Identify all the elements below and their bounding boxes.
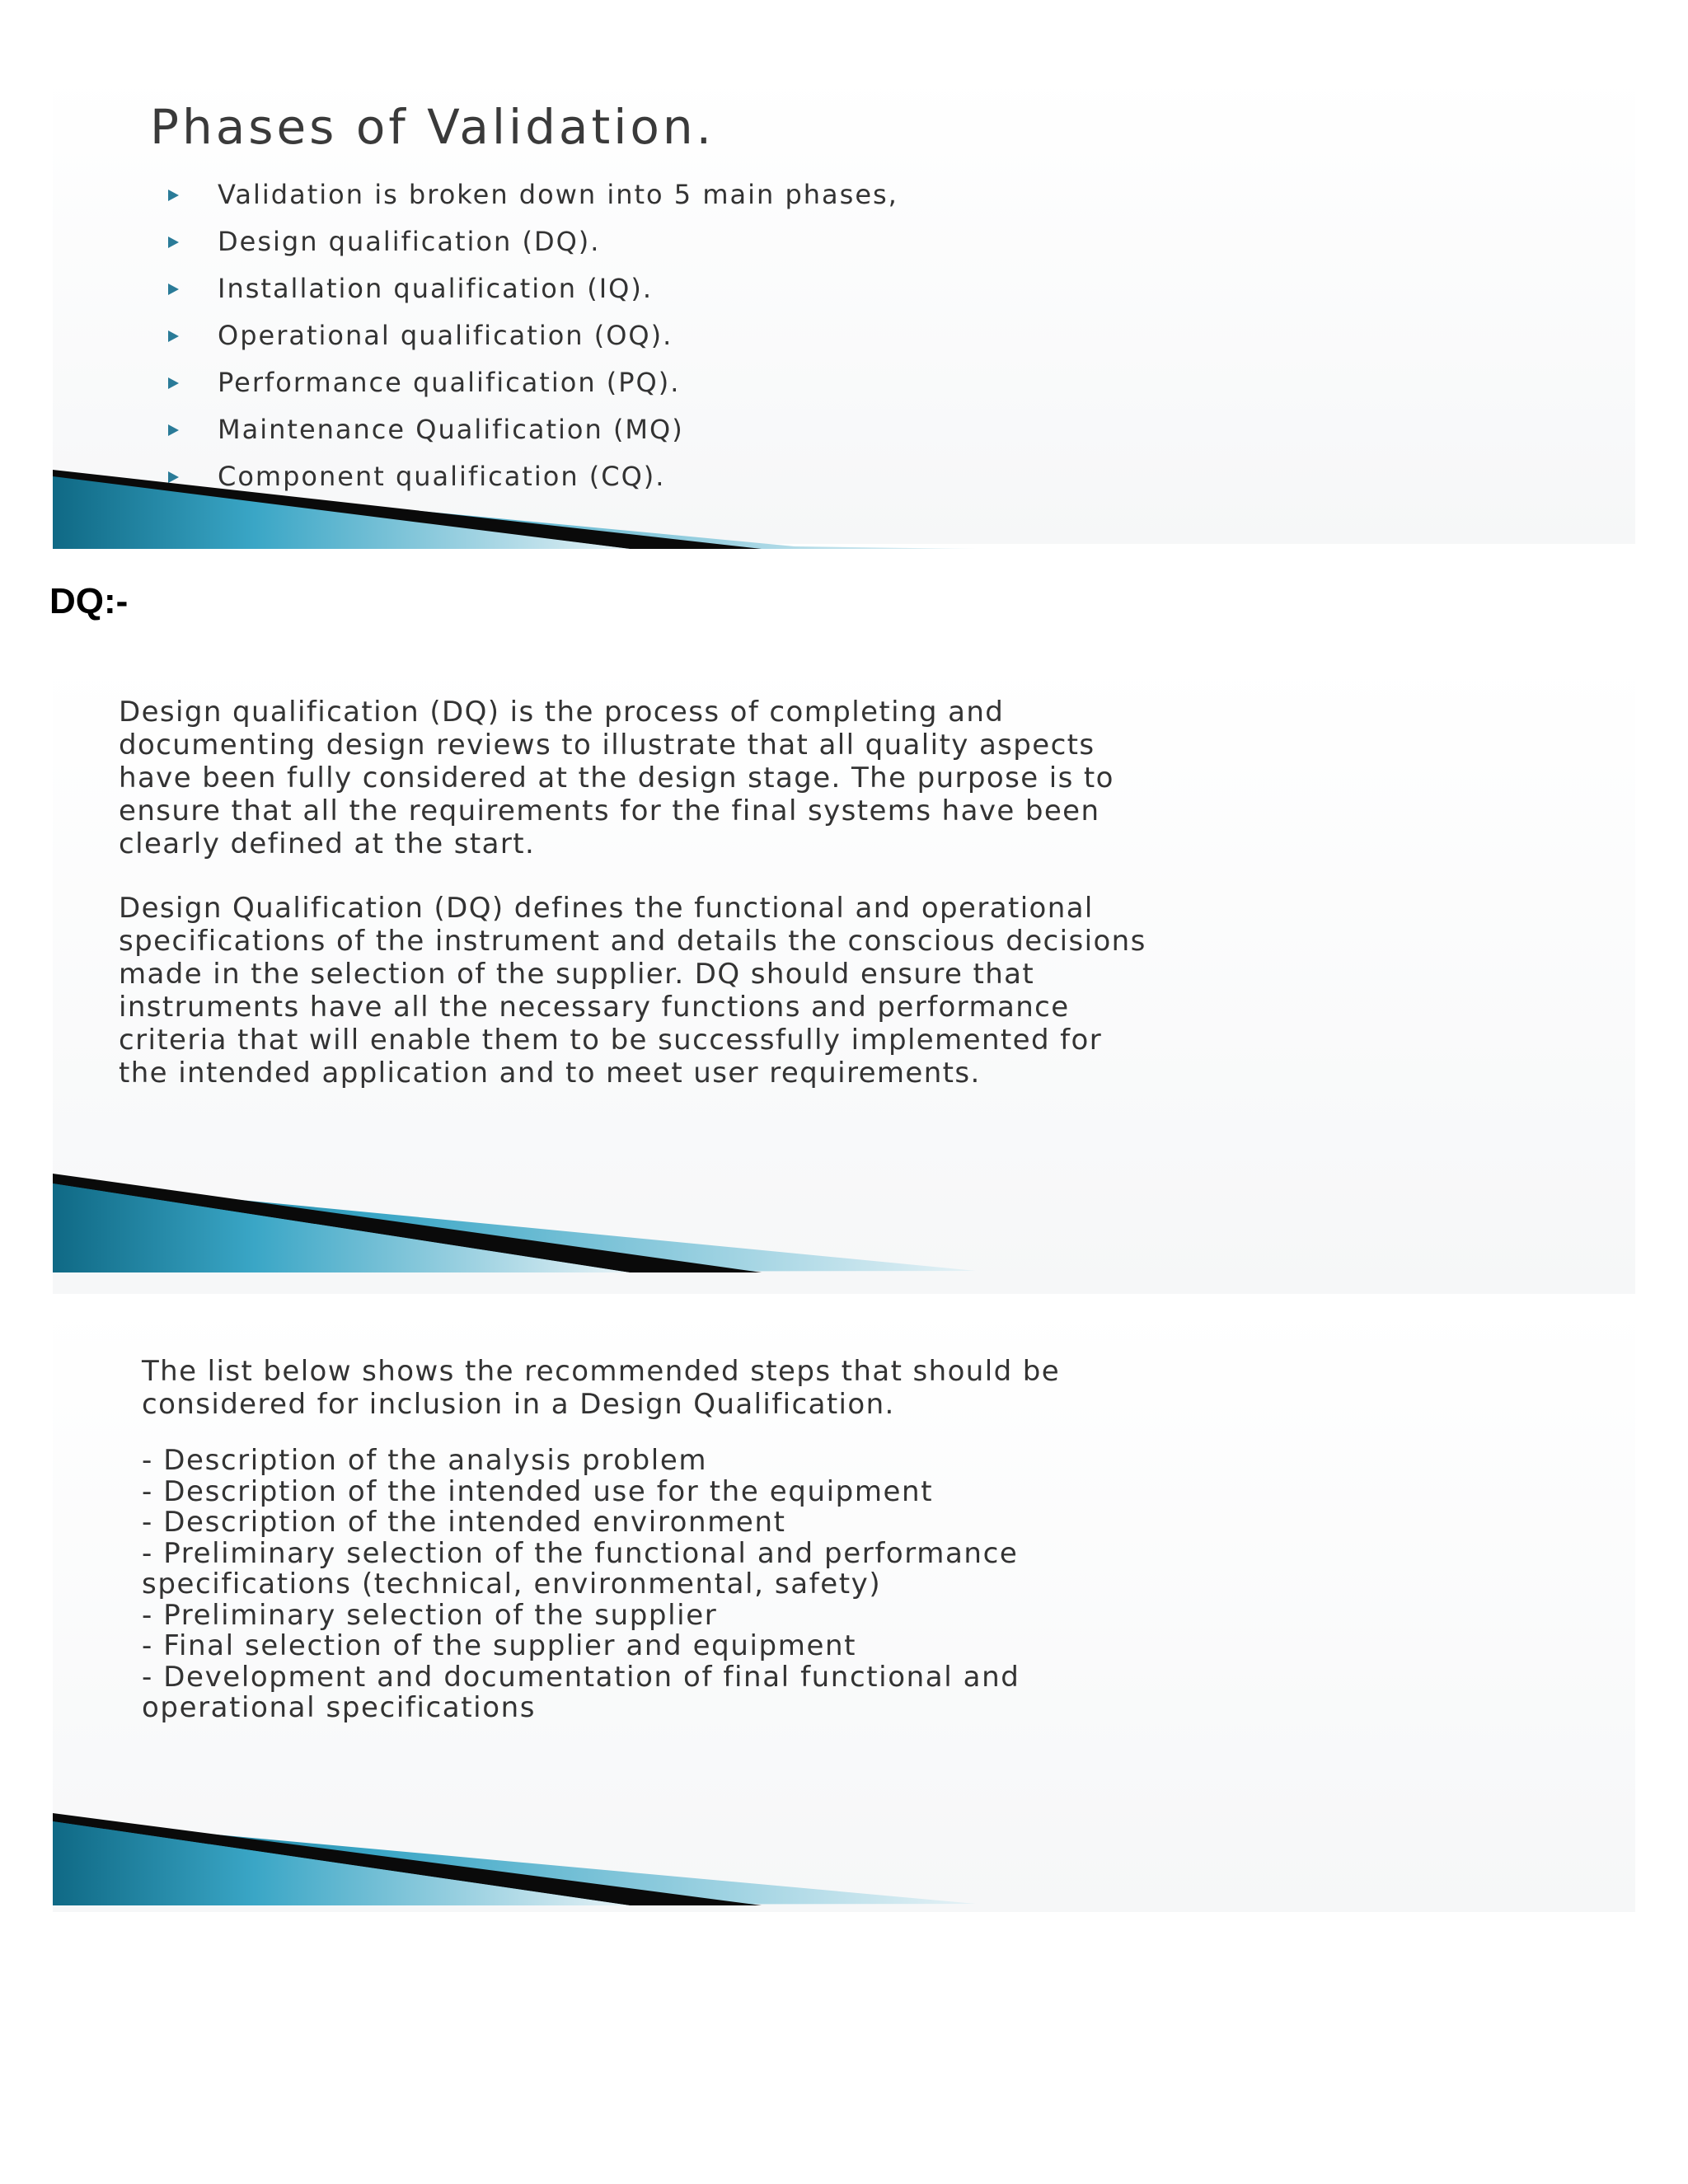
list-item: Maintenance Qualification (MQ) <box>168 406 898 453</box>
triangle-bullet-icon <box>168 190 179 201</box>
list-item: - Description of the intended use for the equipment <box>142 1474 934 1508</box>
list-item: - Preliminary selection of the supplier <box>142 1598 718 1632</box>
triangle-bullet-icon <box>168 424 179 436</box>
slide-design-qualification <box>53 659 1635 1294</box>
triangle-bullet-icon <box>168 330 179 342</box>
list-item: Performance qualification (PQ). <box>168 359 898 406</box>
dq-definition-paragraph: Design qualification (DQ) is the process of completing and documenting design reviews to illustrate that all quality aspects have been fully considered at the design stage. The purpose is to ensure that all the requirements for the final systems have been clearly defined at the start. <box>119 696 1114 860</box>
list-item: - Preliminary selection of the functional and performance specifications (technical, environmental, safety) <box>142 1536 1019 1601</box>
list-item: Operational qualification (OQ). <box>168 312 898 359</box>
list-item: Installation qualification (IQ). <box>168 265 898 312</box>
list-item: Design qualification (DQ). <box>168 218 898 265</box>
section-heading-dq: DQ:- <box>49 581 129 621</box>
phases-list <box>168 171 898 500</box>
steps-intro-paragraph: The list below shows the recommended steps that should be considered for inclusion in a Design Qualification. <box>142 1355 1061 1421</box>
dq-specifications-paragraph: Design Qualification (DQ) defines the functional and operational specifications of the instrument and details the conscious decisions made in the selection of the supplier. DQ should ensure that instruments have all the necessary functions and performance criteria that will enable them to be successfully implemented for the intended application and to meet user requirements. <box>119 892 1146 1090</box>
triangle-bullet-icon <box>168 284 179 295</box>
slide-title: Phases of Validation. <box>150 99 715 155</box>
list-item: Component qualification (CQ). <box>168 453 898 500</box>
slide-dq-steps <box>53 1302 1635 1912</box>
triangle-bullet-icon <box>168 237 179 248</box>
dq-steps-list <box>142 1446 1020 1724</box>
decorative-swoosh <box>53 1813 976 1905</box>
list-item: - Description of the intended environment <box>142 1506 786 1539</box>
decorative-swoosh <box>53 470 976 549</box>
list-item: - Description of the analysis problem <box>142 1444 708 1477</box>
list-item: Validation is broken down into 5 main phases, <box>168 171 898 218</box>
list-item: - Final selection of the supplier and equipment <box>142 1629 857 1662</box>
decorative-swoosh <box>53 1174 976 1272</box>
slide-phases-of-validation <box>53 74 1635 544</box>
triangle-bullet-icon <box>168 377 179 389</box>
list-item: - Development and documentation of final functional and operational specifications <box>142 1660 1020 1724</box>
